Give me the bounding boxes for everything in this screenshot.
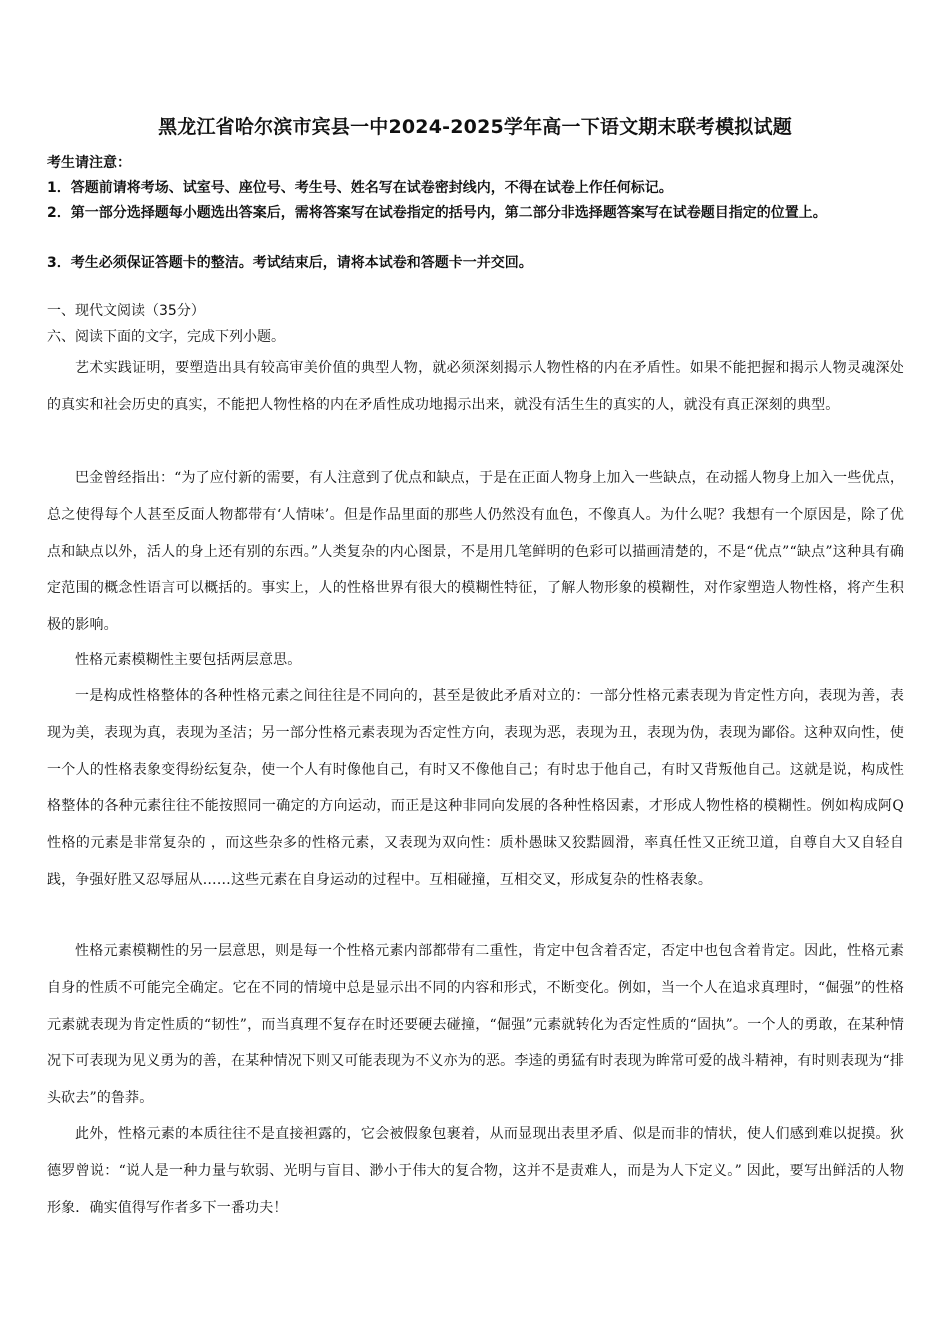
section-heading: 一、现代文阅读（35分） [47, 303, 205, 319]
notice-item-1: 1．答题前请将考场、试室号、座位号、考生号、姓名写在试卷密封线内，不得在试卷上作任何标记。 [47, 180, 673, 196]
exam-title: 黑龙江省哈尔滨市宾县一中2024-2025学年高一下语文期末联考模拟试题 [158, 116, 792, 138]
passage-paragraph-5: 性格元素模糊性的另一层意思，则是每一个性格元素内部都带有二重性，肯定中包含着否定，否定中也包含着肯定。因此，性格元素自身的性质不可能完全确定。它在不同的情境中总是显示出不同的内容和形式，不断变化。例如，当一个人在追求真理时，“倔强”的性格元素就表现为肯定性质的“韧性”，而当真理不复存在时还要硬去碰撞，“倔强”元素就转化为否定性质的“固执”。一个人的勇敢，在某种情况下可表现为见义勇为的善，在某种情况下则又可能表现为不义亦为的恶。李逵的勇猛有时表现为眸常可爱的战斗精神，有时则表现为“排头砍去”的鲁莽。 [47, 943, 904, 1107]
passage-paragraph-1: 艺术实践证明，要塑造出具有较高审美价值的典型人物，就必须深刻揭示人物性格的内在矛盾性。如果不能把握和揭示人物灵魂深处的真实和社会历史的真实，不能把人物性格的内在矛盾性成功地揭示出来，就没有活生生的真实的人，就没有真正深刻的典型。 [47, 360, 904, 413]
passage-paragraph-6: 此外，性格元素的本质往往不是直接袒露的，它会被假象包裹着，从而显现出表里矛盾、似是而非的情状，使人们感到难以捉摸。狄德罗曾说：“说人是一种力量与软弱、光明与盲目、渺小于伟大的复合物，这并不是责难人，而是为人下定义。” 因此，要写出鲜活的人物形象．确实值得写作者多下一番功夫！ [47, 1126, 904, 1216]
section-instruction: 六、阅读下面的文字，完成下列小题。 [47, 329, 285, 345]
notice-item-3: 3．考生必须保证答题卡的整洁。考试结束后，请将本试卷和答题卡一并交回。 [47, 255, 533, 271]
passage-paragraph-3: 性格元素模糊性主要包括两层意思。 [75, 652, 302, 668]
passage-paragraph-4: 一是构成性格整体的各种性格元素之间往往是不同向的，甚至是彼此矛盾对立的：一部分性格元素表现为肯定性方向，表现为善，表现为美，表现为真，表现为圣洁；另一部分性格元素表现为否定性方向，表现为恶，表现为丑，表现为伪，表现为鄙俗。这种双向性，使一个人的性格表象变得纷纭复杂，使一个人有时像他自己，有时又不像他自己；有时忠于他自己，有时又背叛他自己。这就是说，构成性格整体的各种元素往往不能按照同一确定的方向运动，而正是这种非同向发展的各种性格因素，才形成人物性格的模糊性。例如构成阿Q性格的元素是非常复杂的 ，而这些杂多的性格元素，又表现为双向性：质朴愚昧又狡黠圆滑，率真任性又正统卫道，自尊自大又自轻自践，争强好胜又忍辱屈从……这些元素在自身运动的过程中。互相碰撞，互相交叉，形成复杂的性格表象。 [47, 688, 904, 888]
passage-paragraph-2: 巴金曾经指出：“为了应付新的需要，有人注意到了优点和缺点，于是在正面人物身上加入一些缺点，在动摇人物身上加入一些优点，总之使得每个人甚至反面人物都带有‘人情味’。但是作品里面的那些人仍然没有血色，不像真人。为什么呢？我想有一个原因是，除了优点和缺点以外，活人的身上还有别的东西。”人类复杂的内心图景，不是用几笔鲜明的色彩可以描画清楚的，不是“优点”“缺点”这种具有确定范围的概念性语言可以概括的。事实上，人的性格世界有很大的模糊性特征，了解人物形象的模糊性，对作家塑造人物性格，将产生积极的影响。 [47, 470, 904, 634]
notice-heading: 考生请注意： [47, 155, 131, 171]
notice-item-2: 2．第一部分选择题每小题选出答案后，需将答案写在试卷指定的括号内，第二部分非选择题答案写在试卷题目指定的位置上。 [47, 205, 827, 221]
